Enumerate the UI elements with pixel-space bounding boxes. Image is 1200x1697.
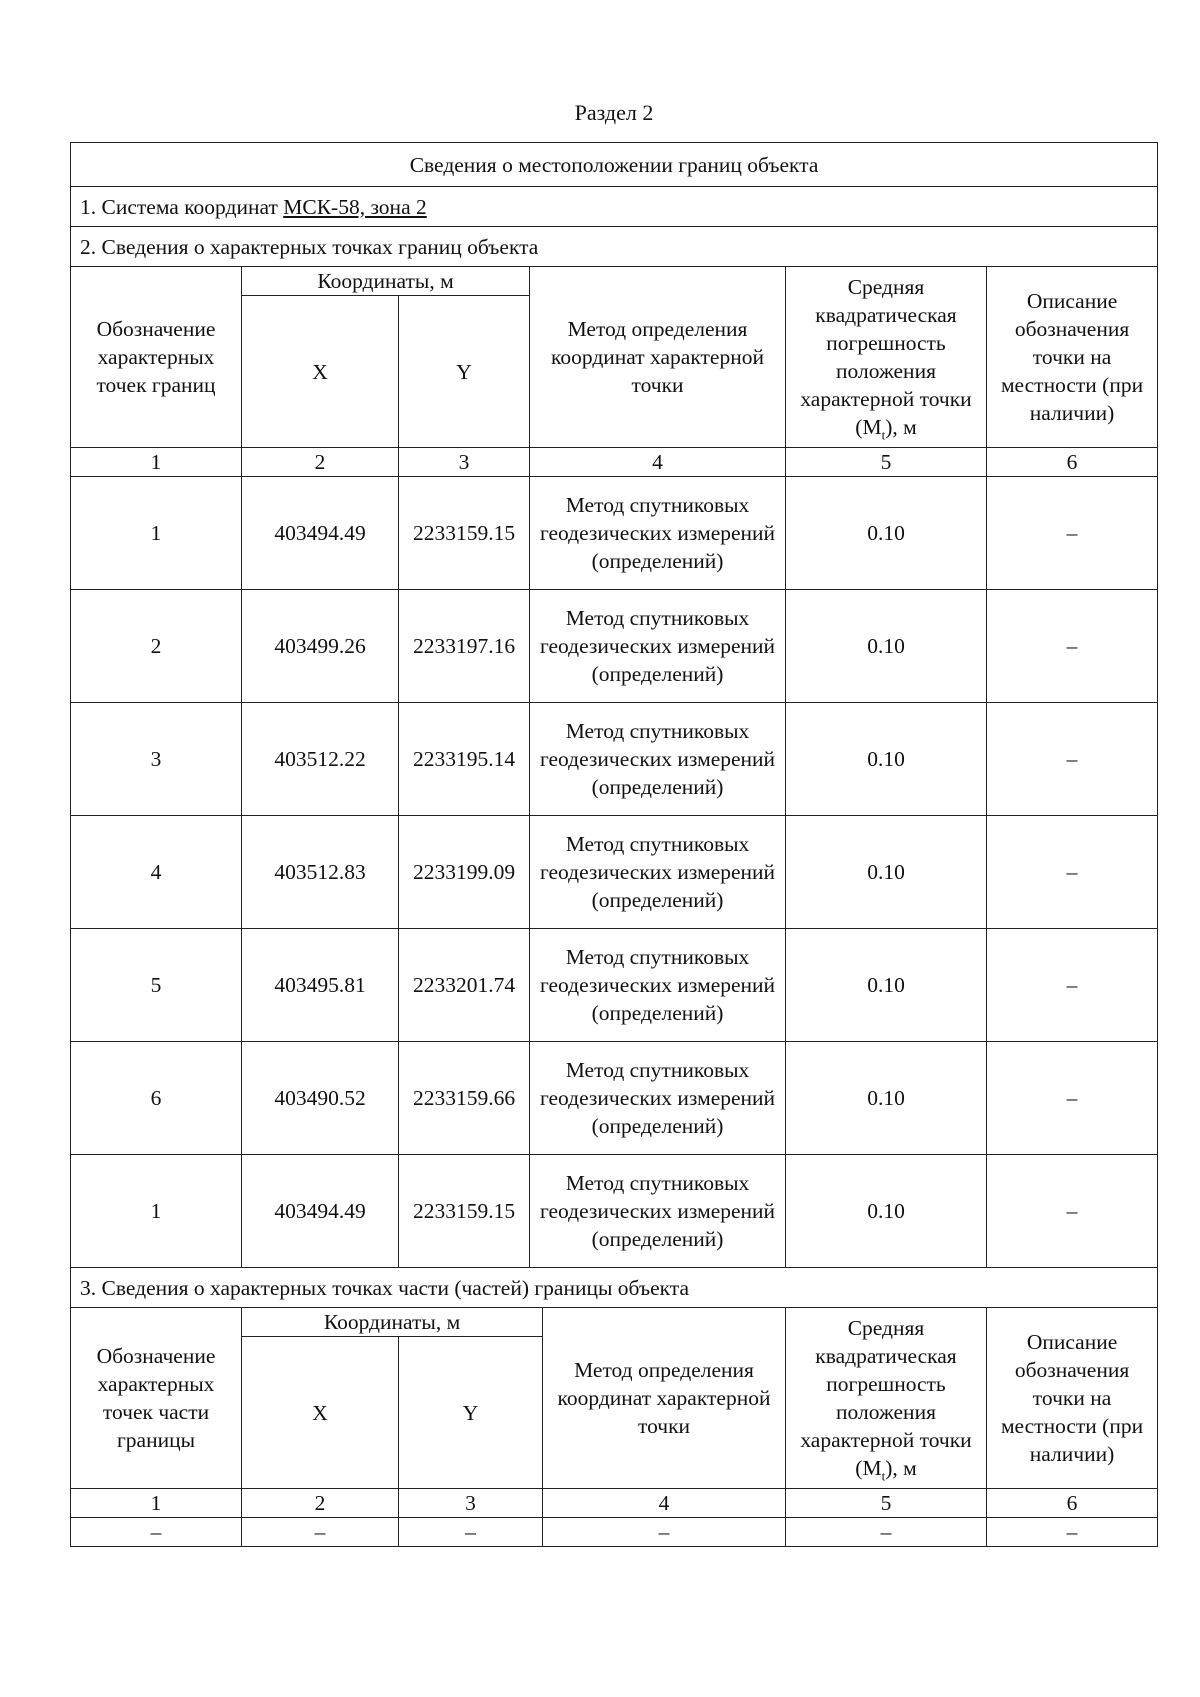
coord-x: – xyxy=(242,1518,399,1547)
part3-x-header: X xyxy=(242,1337,399,1489)
coord-system-value: МСК-58, зона 2 xyxy=(283,194,427,219)
table-row xyxy=(71,1042,1158,1155)
description: – xyxy=(987,929,1158,1042)
part2-colnum-3: 3 xyxy=(399,448,530,477)
part2-colnum-1: 1 xyxy=(71,448,242,477)
point-number: 5 xyxy=(71,929,242,1042)
table-row xyxy=(71,929,1158,1042)
coord-x: 403499.26 xyxy=(242,590,399,703)
part3-colnum-3: 3 xyxy=(399,1489,543,1518)
coord-y: – xyxy=(399,1518,543,1547)
error: 0.10 xyxy=(786,1042,987,1155)
point-number: – xyxy=(71,1518,242,1547)
part2-colnum-5: 5 xyxy=(786,448,987,477)
point-number: 1 xyxy=(71,477,242,590)
boundary-table xyxy=(70,142,1158,1547)
error: 0.10 xyxy=(786,590,987,703)
coord-x: 403495.81 xyxy=(242,929,399,1042)
coord-system-label: 1. Система координат xyxy=(80,194,284,219)
part2-method-header: Метод определения координат характерной точки xyxy=(530,267,786,448)
part2-colnum-4: 4 xyxy=(530,448,786,477)
table-row xyxy=(71,703,1158,816)
table-row xyxy=(71,590,1158,703)
part2-description-header: Описание обозначения точки на местности (при наличии) xyxy=(987,267,1158,448)
part2-heading: 2. Сведения о характерных точках границ объекта xyxy=(71,227,1158,267)
part3-colnum-2: 2 xyxy=(242,1489,399,1518)
coord-x: 403494.49 xyxy=(242,1155,399,1268)
point-number: 3 xyxy=(71,703,242,816)
part2-designation-header: Обозначение характерных точек границ xyxy=(71,267,242,448)
method: Метод спутниковых геодезических измерений (определений) xyxy=(530,1155,786,1268)
coord-y: 2233195.14 xyxy=(399,703,530,816)
error: 0.10 xyxy=(786,477,987,590)
description: – xyxy=(987,1155,1158,1268)
coord-y: 2233199.09 xyxy=(399,816,530,929)
coord-x: 403512.22 xyxy=(242,703,399,816)
table-row xyxy=(71,1155,1158,1268)
main-heading-row xyxy=(71,143,1158,187)
coord-x: 403512.83 xyxy=(242,816,399,929)
description: – xyxy=(987,590,1158,703)
part3-colnum-1: 1 xyxy=(71,1489,242,1518)
coord-x: 403490.52 xyxy=(242,1042,399,1155)
error: 0.10 xyxy=(786,703,987,816)
part3-colnum-4: 4 xyxy=(543,1489,786,1518)
part3-colnum-5: 5 xyxy=(786,1489,987,1518)
method: – xyxy=(543,1518,786,1547)
part3-error-header: Средняя квадратическая погрешность положения характерной точки $(M_t)$, м xyxy=(786,1308,987,1489)
table-row xyxy=(71,1518,1158,1547)
section-title: Раздел 2 xyxy=(574,100,654,125)
part2-y-header: Y xyxy=(399,296,530,448)
error: 0.10 xyxy=(786,816,987,929)
description: – xyxy=(987,703,1158,816)
part3-description-header: Описание обозначения точки на местности (при наличии) xyxy=(987,1308,1158,1489)
point-number: 2 xyxy=(71,590,242,703)
table-row xyxy=(71,816,1158,929)
description: – xyxy=(987,816,1158,929)
part3-colnum-6: 6 xyxy=(987,1489,1158,1518)
point-number: 1 xyxy=(71,1155,242,1268)
coord-y: 2233159.15 xyxy=(399,477,530,590)
main-heading: Сведения о местоположении границ объекта xyxy=(71,143,1158,187)
description: – xyxy=(987,477,1158,590)
error: – xyxy=(786,1518,987,1547)
part3-method-header: Метод определения координат характерной точки xyxy=(543,1308,786,1489)
coord-system-row xyxy=(71,187,1158,227)
part3-heading-row xyxy=(71,1268,1158,1308)
part2-x-header: X xyxy=(242,296,399,448)
method: Метод спутниковых геодезических измерений (определений) xyxy=(530,590,786,703)
coord-y: 2233197.16 xyxy=(399,590,530,703)
part3-designation-header: Обозначение характерных точек части границы xyxy=(71,1308,242,1489)
part3-y-header: Y xyxy=(399,1337,543,1489)
part2-error-header: Средняя квадратическая погрешность положения характерной точки $(M_t)$, м xyxy=(786,267,987,448)
method: Метод спутниковых геодезических измерений (определений) xyxy=(530,929,786,1042)
method: Метод спутниковых геодезических измерений (определений) xyxy=(530,1042,786,1155)
method: Метод спутниковых геодезических измерений (определений) xyxy=(530,477,786,590)
method: Метод спутниковых геодезических измерений (определений) xyxy=(530,816,786,929)
part2-colnum-6: 6 xyxy=(987,448,1158,477)
point-number: 4 xyxy=(71,816,242,929)
part2-heading-row xyxy=(71,227,1158,267)
coord-system xyxy=(71,187,1158,227)
part3-coords-header: Координаты, м xyxy=(242,1308,543,1337)
coord-y: 2233201.74 xyxy=(399,929,530,1042)
part2-header-row-1 xyxy=(71,267,1158,296)
part2-colnum-2: 2 xyxy=(242,448,399,477)
coord-y: 2233159.15 xyxy=(399,1155,530,1268)
part2-coords-header: Координаты, м xyxy=(242,267,530,296)
point-number: 6 xyxy=(71,1042,242,1155)
description: – xyxy=(987,1518,1158,1547)
error: 0.10 xyxy=(786,1155,987,1268)
part2-column-numbers xyxy=(71,448,1158,477)
part3-column-numbers xyxy=(71,1489,1158,1518)
coord-y: 2233159.66 xyxy=(399,1042,530,1155)
description: – xyxy=(987,1042,1158,1155)
error: 0.10 xyxy=(786,929,987,1042)
table-row xyxy=(71,477,1158,590)
part3-header-row-1 xyxy=(71,1308,1158,1337)
method: Метод спутниковых геодезических измерений (определений) xyxy=(530,703,786,816)
coord-x: 403494.49 xyxy=(242,477,399,590)
part3-heading: 3. Сведения о характерных точках части (частей) границы объекта xyxy=(71,1268,1158,1308)
